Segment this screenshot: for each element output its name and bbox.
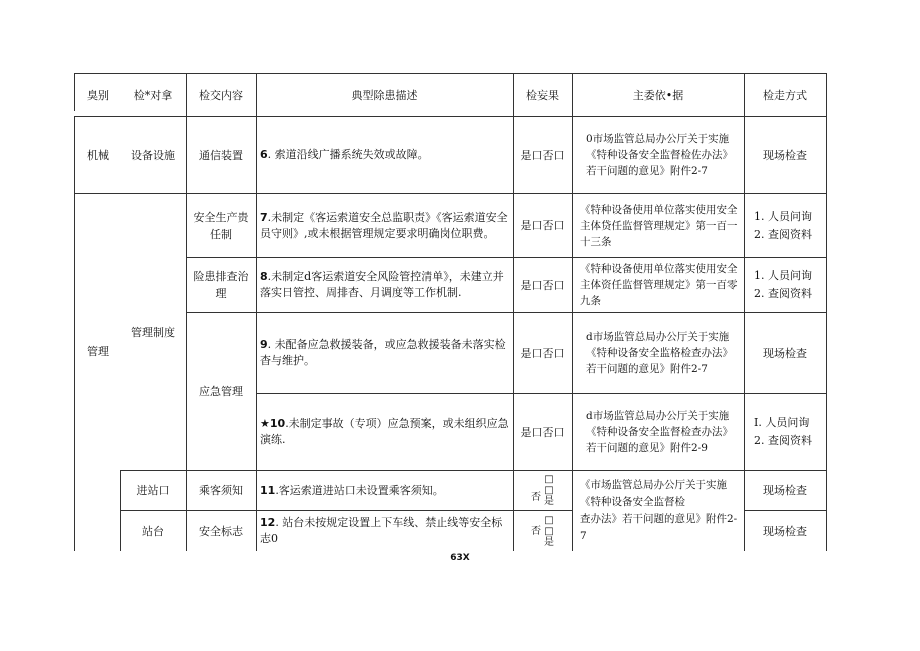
item-number: 9 (260, 338, 268, 351)
row-description (256, 394, 513, 470)
result-checkbox[interactable]: 是口否口 (520, 219, 565, 232)
row-description (256, 313, 513, 393)
item-number: 8 (260, 270, 268, 283)
description-text: . 站台未按规定设置上下车线、禁止线等安全标志0 (260, 516, 503, 545)
item-number: 6 (260, 148, 268, 161)
regulation-basis: d市场监管总局办公厅关于实施《特种设备安全监督检查办法》若干问题的意见》附件2-9 (586, 410, 733, 454)
header-result: 检妄果 (526, 88, 559, 102)
row-content: 乘客须知 (199, 484, 243, 497)
header-object: 检*对拿 (133, 88, 173, 102)
checkbox-icon[interactable]: □ (544, 514, 554, 526)
regulation-basis: 0市场监管总局办公厅关于实施《特种设备安全监督检佐办法》若干问题的意见》附件2-7 (586, 133, 733, 177)
item-number: 10 (269, 417, 286, 430)
row-content: 通信装置 (199, 148, 243, 162)
header-basis: 主委依•据 (632, 88, 684, 102)
row-description (256, 511, 513, 551)
row-category: 管理 (87, 344, 109, 358)
row-object: 进站口 (136, 484, 170, 497)
regulation-basis: 《特种设备使用单位落实使用安全主体资任监督管理规定》第一百零九条 (580, 263, 738, 307)
row-content: 险患排查治理 (193, 270, 249, 300)
header-method: 检走方式 (763, 88, 807, 102)
inspection-method: 现场检查 (763, 346, 807, 360)
item-number: 11 (260, 483, 276, 497)
table-rule (826, 73, 827, 551)
header-category: 臭别 (87, 88, 109, 102)
item-number: 7 (260, 210, 268, 224)
row-object: 站台 (142, 524, 164, 538)
row-content: 安全生产贵任制 (193, 210, 249, 241)
inspection-method: 现场检查 (763, 524, 807, 538)
inspection-method: 1. 人员问询 2. 查阅资料 (754, 269, 812, 300)
description-text: . 未配备应急救援装备，或应急救援装备未落实检杳与维护。 (260, 338, 506, 367)
row-category: 机械 (87, 148, 109, 162)
row-description (256, 258, 513, 312)
table-rule (74, 73, 75, 111)
regulation-basis: d市场监管总局办公厅关于实施《特种设备安全监格检查办法》若干问题的意见》附件2-7 (586, 331, 733, 375)
row-content: 安全标志 (199, 524, 243, 538)
item-number: 12 (260, 516, 276, 529)
table-rule (74, 116, 75, 551)
star-icon: ★ (260, 417, 270, 430)
regulation-basis: 《特种设备使用单位落实使用安全主体贷任监督管理规定》第一百一十三条 (580, 203, 738, 248)
inspection-method: 现场检查 (763, 148, 807, 162)
checkbox-icon[interactable]: □ (544, 474, 554, 485)
result-checkbox[interactable]: 否 □ □ 是 (531, 474, 554, 507)
description-text: . 索道沿线广播系统失效或故障。 (267, 148, 429, 161)
inspection-method: I. 人员问询 2. 查阅资料 (754, 416, 812, 447)
description-text: .客运索道进站口未设置乘客须知。 (275, 483, 444, 497)
row-description (256, 194, 513, 257)
description-text: .未制定d客运索道安全风险管控清单》，未建立并落实日管控、周排杳、月调度等工作机制. (260, 270, 504, 299)
result-checkbox[interactable]: 否 □ □ 是 (531, 514, 554, 548)
row-description (256, 117, 513, 193)
row-object: 管理制度 (131, 325, 175, 339)
regulation-basis: 《市场监管总局办公厅关于实施《特种设备安全监督检 查办法》若干问题的意见》附件2-7 (580, 479, 738, 542)
inspection-method: 1. 人员问询 2. 查阅资料 (754, 209, 812, 241)
result-checkbox[interactable]: 是口否口 (520, 278, 565, 292)
inspection-method: 现场检查 (763, 484, 807, 497)
header-description: 典型除患描述 (351, 88, 418, 102)
header-content: 检交内容 (199, 88, 243, 102)
description-text: .未制定《客运索道安全总监职责》《客运索道安全员守则》,或未根据管理规定要求明确岗位职费。 (260, 210, 508, 240)
row-object: 设备设施 (131, 148, 175, 162)
description-text: .未制定事故（专项）应急预案，或未组织应急演练. (260, 417, 509, 446)
result-checkbox[interactable]: 是口否口 (520, 346, 565, 360)
row-description (256, 471, 513, 510)
result-checkbox[interactable]: 是口否口 (520, 425, 565, 439)
page-number: 63X (450, 553, 470, 563)
row-content: 应急管理 (199, 385, 243, 398)
result-checkbox[interactable]: 是口否口 (520, 148, 565, 162)
